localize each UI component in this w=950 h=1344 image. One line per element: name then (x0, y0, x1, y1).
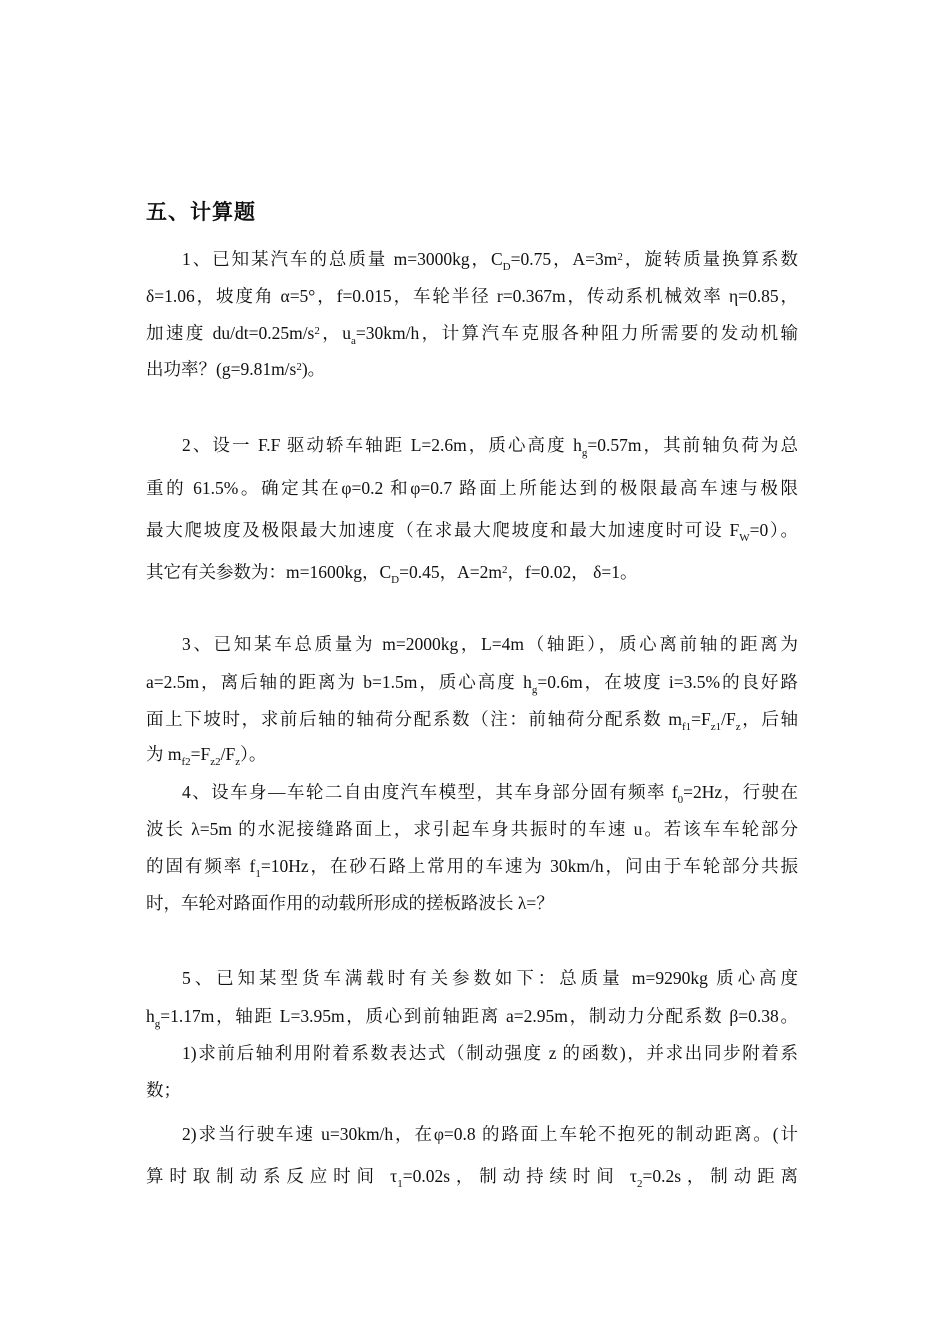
subscript: 2 (636, 1178, 643, 1190)
text-span: 的固有频率 f (146, 856, 256, 876)
subscript: f1 (681, 721, 692, 733)
text-span: 算时取制动系反应时间 τ (146, 1166, 398, 1186)
problem-2-line-2: 重的 61.5%。确定其在φ=0.2 和φ=0.7 路面上所能达到的极限最高车速与极限 (146, 478, 798, 498)
problem-3-line-2 (146, 670, 798, 694)
text-span: /F (220, 744, 236, 764)
subscript: W (739, 532, 750, 544)
problem-2-line-4 (146, 560, 798, 584)
text-span: 最大爬坡度及极限最大加速度（在求最大爬坡度和最大加速度时可设 F (146, 520, 740, 540)
text-span: =0.02s，制动持续时间 τ (402, 1166, 637, 1186)
subscript: D (502, 261, 511, 273)
text-span: =10Hz，在砂石路上常用的车速为 30km/h，问由于车轮部分共振 (260, 856, 799, 876)
problem-4-line-4: 时，车轮对路面作用的动载所形成的搓板路波长 λ=？ (146, 893, 554, 913)
section-heading: 五、计算题 (146, 200, 256, 224)
problem-3-line-4 (146, 742, 798, 766)
problem-1-line-3 (146, 321, 798, 345)
subscript: 1 (255, 868, 261, 880)
subscript: f2 (181, 756, 191, 768)
subscript: g (154, 1018, 161, 1030)
subscript: g (531, 684, 538, 696)
problem-1-line-2: δ=1.06，坡度角 α=5°，f=0.015，车轮半径 r=0.367m，传动系机械效率 η=0.85， (146, 286, 798, 306)
problem-2-line-1 (182, 433, 798, 457)
text-span: 加速度 du/dt=0.25m/s (146, 323, 315, 343)
text-span: ，旋转质量换算系数 (622, 249, 799, 269)
text-span: =0.75，A=3m (510, 249, 618, 269)
problem-1-line-4 (146, 357, 798, 381)
text-span: a=2.5m，离后轴的距离为 b=1.5m，质心高度 h (146, 672, 532, 692)
text-span: =0.6m，在坡度 i=3.5%的良好路 (537, 672, 798, 692)
subscript: z1 (710, 721, 722, 733)
problem-1-line-1 (182, 247, 798, 271)
text-span: ，u (319, 323, 351, 343)
problem-4-line-3 (146, 854, 798, 878)
text-span: 面上下坡时，求前后轴的轴荷分配系数（注：前轴荷分配系数 m (146, 709, 682, 729)
text-span: ，后轴 (740, 709, 798, 729)
text-span: 1、已知某汽车的总质量 m=3000kg，C (182, 249, 503, 269)
text-span: =2Hz，行驶在 (683, 782, 799, 802)
text-span: /F (721, 709, 736, 729)
problem-5-line-4: 数； (146, 1080, 181, 1100)
text-span: ）。 (240, 744, 267, 764)
problem-5-line-6 (146, 1164, 798, 1188)
problem-2-line-3 (146, 518, 798, 542)
text-span: =0.45，A=2m (399, 562, 502, 582)
text-span: =30km/h，计算汽车克服各种阻力所需要的发动机输 (355, 323, 798, 343)
subscript: 1 (397, 1178, 403, 1190)
superscript: 2 (314, 325, 320, 337)
text-span: ，f=0.02， δ=1。 (507, 562, 638, 582)
problem-3-line-1: 3、已知某车总质量为 m=2000kg，L=4m（轴距），质心离前轴的距离为 (182, 634, 798, 654)
subscript: a (351, 335, 356, 347)
text-span: h (146, 1006, 155, 1026)
subscript: z (735, 721, 741, 733)
text-span: =F (190, 744, 211, 764)
subscript: 0 (677, 794, 684, 806)
text-span: =F (691, 709, 711, 729)
text-span: =0.57m，其前轴负荷为总 (587, 435, 799, 455)
superscript: 2 (617, 251, 623, 263)
text-span: =0）。 (749, 520, 799, 540)
problem-5-line-5: 2)求当行驶车速 u=30km/h，在φ=0.8 的路面上车轮不抱死的制动距离。(计 (182, 1124, 798, 1144)
text-span: 为 m (146, 744, 182, 764)
problem-5-line-3: 1)求前后轴利用附着系数表达式（制动强度 z 的函数)，并求出同步附着系 (182, 1043, 798, 1063)
problem-5-line-1: 5、已知某型货车满载时有关参数如下：总质量 m=9290kg 质心高度 (182, 968, 798, 988)
problem-3-line-3 (146, 707, 798, 731)
subscript: z (235, 756, 241, 768)
superscript: 2 (296, 361, 302, 373)
text-span: )。 (301, 359, 326, 379)
text-span: 2、设一 F.F 驱动轿车轴距 L=2.6m，质心高度 h (182, 435, 582, 455)
text-span: 4、设车身—车轮二自由度汽车模型，其车身部分固有频率 f (182, 782, 678, 802)
text-span: 其它有关参数为：m=1600kg，C (146, 562, 392, 582)
subscript: g (581, 447, 588, 459)
text-span: 出功率？(g=9.81m/s (146, 359, 297, 379)
subscript: D (391, 574, 400, 586)
problem-4-line-2: 波长 λ=5m 的水泥接缝路面上，求引起车身共振时的车速 u。若该车车轮部分 (146, 819, 798, 839)
problem-4-line-1 (182, 780, 798, 804)
superscript: 2 (501, 564, 508, 576)
problem-5-line-2 (146, 1004, 798, 1028)
text-span: =0.2s，制动距离 (642, 1166, 798, 1186)
text-span: =1.17m，轴距 L=3.95m，质心到前轴距离 a=2.95m，制动力分配系数 β=0.38。 (160, 1006, 798, 1026)
subscript: z2 (210, 756, 221, 768)
